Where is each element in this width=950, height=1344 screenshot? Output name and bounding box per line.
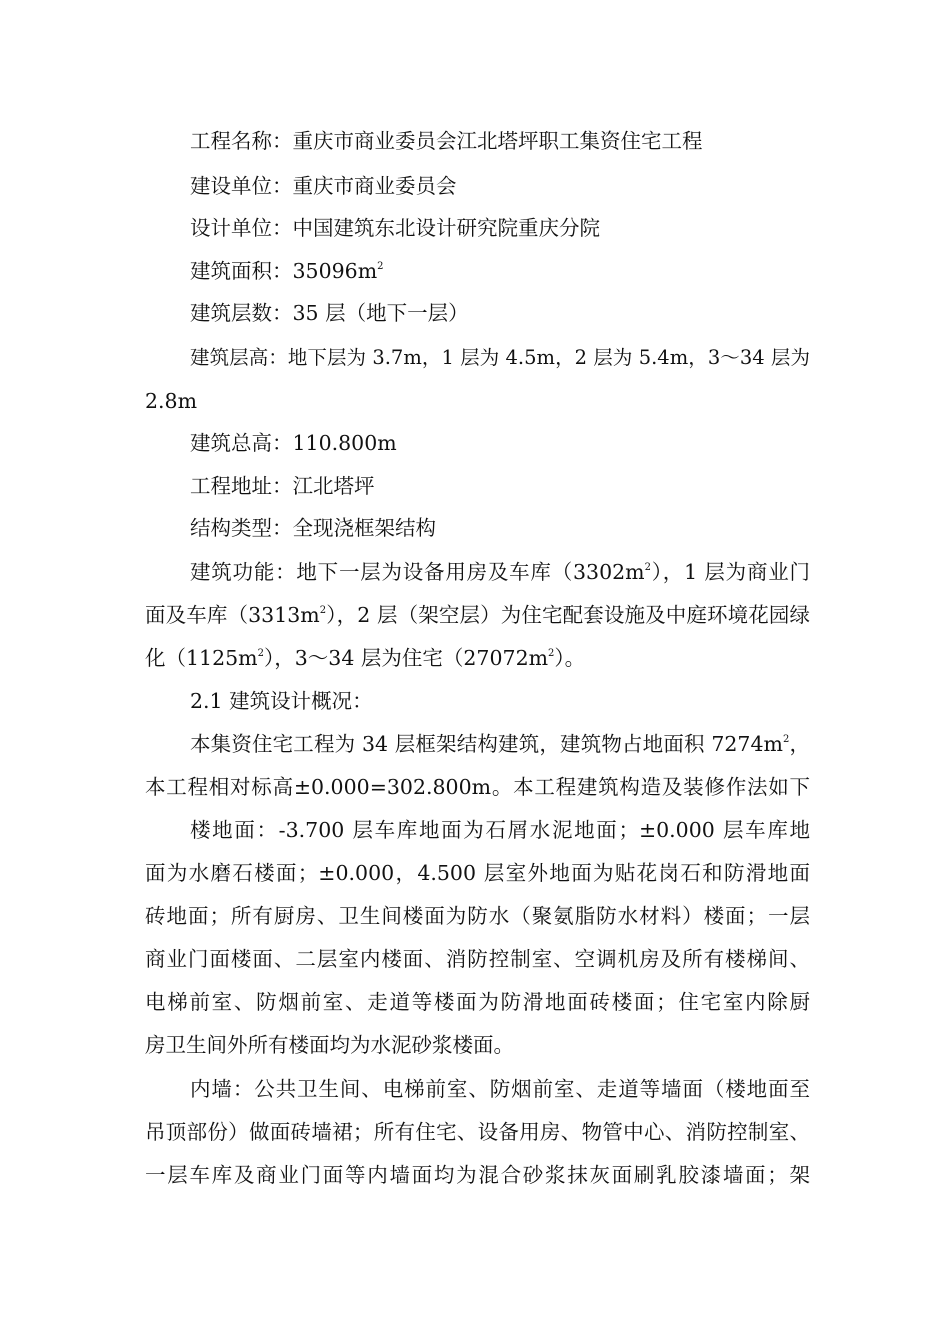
floor-line-4: 商业门面楼面、二层室内楼面、消防控制室、空调机房及所有楼梯间、 xyxy=(145,947,810,971)
building-floors-line: 建筑层数：35 层（地下一层） xyxy=(190,301,469,325)
function-sup-3a: 2 xyxy=(257,648,264,659)
function-text-2b: ），2 层（架空层）为住宅配套设施及中庭环境花园绿 xyxy=(326,603,810,627)
floor-line-6: 房卫生间外所有楼面均为水泥砂浆楼面。 xyxy=(145,1033,514,1057)
inner-wall-line-1: 内墙：公共卫生间、电梯前室、防烟前室、走道等墙面（楼地面至 xyxy=(190,1077,810,1101)
function-line-1 xyxy=(190,557,810,587)
function-sup-3b: 2 xyxy=(548,648,555,659)
floor-line-5: 电梯前室、防烟前室、走道等楼面为防滑地面砖楼面；住宅室内除厨 xyxy=(145,990,810,1014)
design-unit-line: 设计单位：中国建筑东北设计研究院重庆分院 xyxy=(190,216,600,240)
function-text-1b: ），1 层为商业门 xyxy=(650,560,811,584)
construction-unit-line: 建设单位：重庆市商业委员会 xyxy=(190,174,457,198)
inner-wall-line-2: 吊顶部份）做面砖墙裙；所有住宅、设备用房、物管中心、消防控制室、 xyxy=(145,1120,810,1144)
function-sup-2: 2 xyxy=(319,605,327,616)
project-address-line: 工程地址：江北塔坪 xyxy=(190,474,375,498)
building-area-text: 建筑面积：35096m xyxy=(190,259,378,283)
floor-line-1: 楼地面：-3.700 层车库地面为石屑水泥地面；±0.000 层车库地 xyxy=(190,818,810,842)
arch-line-1 xyxy=(190,729,810,759)
floor-height-line-1: 建筑层高：地下层为 3.7m，1 层为 4.5m，2 层为 5.4m，3～34 层为 xyxy=(190,346,810,369)
function-text-2a: 面及车库（3313m xyxy=(145,603,320,627)
function-text-3b: ），3～34 层为住宅（27072m xyxy=(264,646,549,670)
arch-text-b: ， xyxy=(789,732,811,756)
arch-sup: 2 xyxy=(782,734,790,745)
floor-line-2: 面为水磨石楼面；±0.000，4.500 层室外地面为贴花岗石和防滑地面 xyxy=(145,861,810,885)
function-sup-1: 2 xyxy=(644,562,651,573)
arch-text-a: 本集资住宅工程为 34 层框架结构建筑，建筑物占地面积 7274m xyxy=(190,732,783,756)
section-heading: 2.1 建筑设计概况： xyxy=(190,689,373,713)
arch-line-2: 本工程相对标高±0.000=302.800m。本工程建筑构造及装修作法如下 xyxy=(145,775,810,799)
function-text-1a: 建筑功能：地下一层为设备用房及车库（3302m xyxy=(190,560,645,584)
project-name-line: 工程名称：重庆市商业委员会江北塔坪职工集资住宅工程 xyxy=(190,129,703,153)
function-line-2 xyxy=(145,600,810,630)
floor-line-3: 砖地面；所有厨房、卫生间楼面为防水（聚氨脂防水材料）楼面；一层 xyxy=(145,904,810,928)
building-area-line xyxy=(190,256,810,286)
structure-type-line: 结构类型：全现浇框架结构 xyxy=(190,516,436,540)
function-text-3a: 化（1125m xyxy=(145,646,258,670)
function-line-3 xyxy=(145,643,810,673)
function-text-3c: ）。 xyxy=(554,646,586,670)
building-area-sup: 2 xyxy=(377,261,384,272)
inner-wall-line-3: 一层车库及商业门面等内墙面均为混合砂浆抹灰面刷乳胶漆墙面；架 xyxy=(145,1163,810,1187)
floor-height-line-2: 2.8m xyxy=(145,389,198,413)
total-height-line: 建筑总高：110.800m xyxy=(190,431,397,455)
